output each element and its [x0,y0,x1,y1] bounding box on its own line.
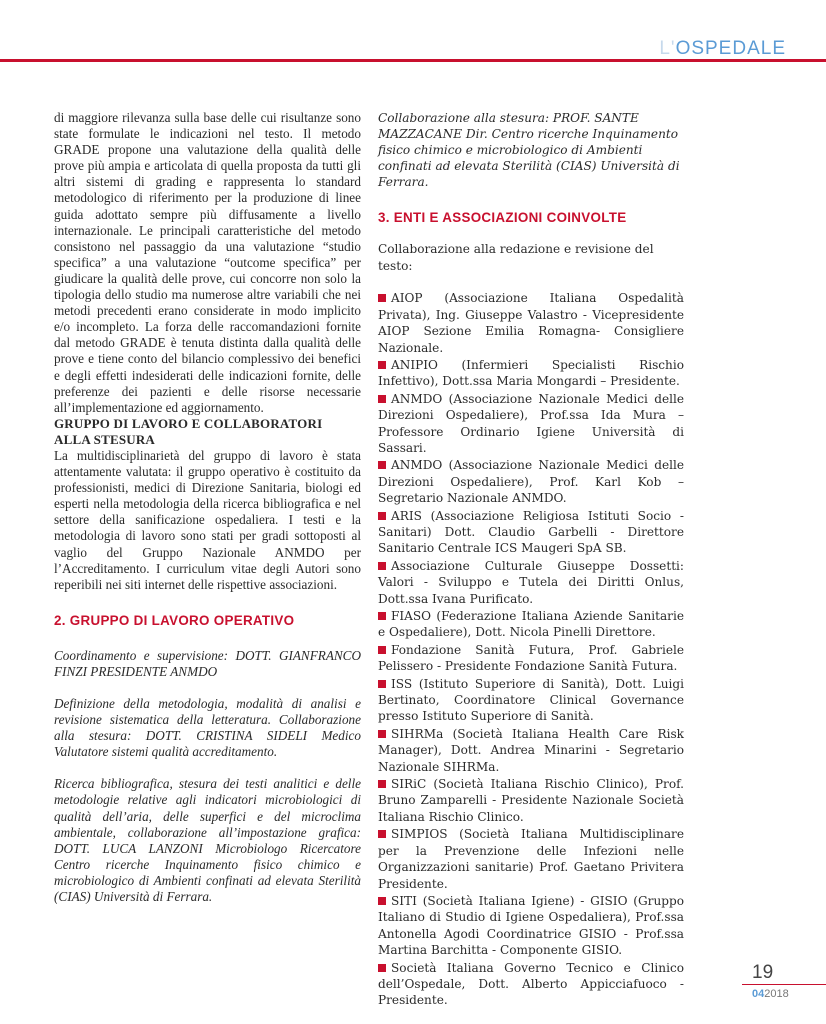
square-bullet-icon [378,830,386,838]
list-item: AIOP (Associazione Italiana Ospedalità Privata), Ing. Giuseppe Valastro - Vicepresidente AIOP Sezione Emilia Romagna- Consigliere Nazionale. [378,291,684,355]
list-item: SITI (Società Italiana Igiene) - GISIO (Gruppo Italiano di Studio di Igiene Ospedaliera), Prof.ssa Antonella Agodi Coordinatrice GISIO - Prof.ssa Martina Barchitta - Componente GISIO. [378,893,684,958]
square-bullet-icon [378,361,386,369]
square-bullet-icon [378,395,386,403]
entities-list [378,290,684,1008]
square-bullet-icon [378,780,386,788]
square-bullet-icon [378,294,386,302]
issue-number: 04 [752,988,765,1000]
list-item: Società Italiana Governo Tecnico e Clinico dell’Ospedale, Dott. Alberto Appicciafuoco - Presidente. [378,960,684,1008]
square-bullet-icon [378,646,386,654]
square-bullet-icon [378,612,386,620]
footer-rule [742,984,826,985]
section-2-title: 2. GRUPPO DI LAVORO OPERATIVO [54,612,295,628]
square-bullet-icon [378,964,386,972]
section-3-title: 3. ENTI E ASSOCIAZIONI COINVOLTE [378,210,627,226]
logo-part-2: OSPEDALE [675,38,786,59]
grade-paragraph: di maggiore rilevanza sulla base delle cui risultanze sono state formulate le indicazioni nel testo. Il metodo GRADE propone una valutazione della qualità delle prove più ampia e articolata di quella proposta da tutti gli altri sistemi di grading e rappresenta lo standard metodologico di riferimento per la produzione di linee guida adottato sempre più diffusamente a livello internazionale. Le principali caratteristiche del metodo consistono nel passaggio da una valutazione “studio specifica” a una valutazione “outcome specifica” per giudicare la qualità delle prove, cui concorre non solo la tipologia dello studio ma numerose altre variabili che nei metodi precedenti erano considerate in modo implicito e/o incompleto. La forza delle raccomandazioni fornite dal metodo GRADE è tenuta distinta dalla qualità delle prove e tiene conto del bilancio complessivo dei benefici e degli effetti indesiderati delle indicazioni fornite, delle preferenze dei pazienti e delle risorse necessarie all’implementazione ed aggiornamento. [54,110,361,415]
list-item: SIMPIOS (Società Italiana Multidisciplinare per la Prevenzione delle Infezioni nelle Organizzazioni sanitarie) Prof. Gaetano Privitera Presidente. [378,827,684,891]
square-bullet-icon [378,562,386,570]
list-item: ANMDO (Associazione Nazionale Medici delle Direzioni Ospedaliere), Prof.ssa Ida Mura – Professore Ordinario Igiene Università di Sassari. [378,391,684,455]
coordination-text: Coordinamento e supervisione: DOTT. GIANFRANCO FINZI PRESIDENTE ANMDO [54,647,361,679]
right-column [378,110,684,1010]
collaboration-text: Collaborazione alla stesura: PROF. SANTE MAZZACANE Dir. Centro ricerche Inquinamento fisico chimico e microbiologico di Ambienti confinati ad elevata Sterilità (CIAS) Università di Ferrara. [378,111,680,190]
list-item: ISS (Istituto Superiore di Sanità), Dott. Luigi Bertinato, Coordinatore Clinical Governance presso Istituto Superiore di Sanità. [378,676,684,724]
magazine-logo [659,38,786,60]
group-paragraph: La multidisciplinarietà del gruppo di lavoro è stata attentamente valutata: il gruppo operativo è costituito da professionisti, medici di Direzione Sanitaria, biologi ed esperti nella metodologia della ricerca bibliografica e nel settore della sanificazione ospedaliera. I testi e la metodologia di lavoro sono stati per gradi sottoposti al vaglio del Gruppo Nazionale ANMDO per l’Accreditamento. I curriculum vitae degli Autori sono reperibili nei siti internet delle rispettive associazioni. [54,447,361,592]
issue-label [752,988,789,1000]
research-text: Ricerca bibliografica, stesura dei testi analitici e delle metodologie relative agli indicatori microbiologici di qualità dell’aria, delle superfici e del microclima ambientale, collaborazione all’impostazione grafica: DOTT. LUCA LANZONI Microbiologo Ricercatore Centro ricerche Inquinamento fisico chimico e microbiologico di Ambienti confinati ad elevata Sterilità (CIAS) Università di Ferrara. [54,776,361,905]
methodology-text: Definizione della metodologia, modalità di analisi e revisione sistematica della letteratura. Collaborazione alla stesura: DOTT. CRISTINA SIDELI Medico Valutatore sistemi qualità accreditamento. [54,696,361,760]
list-item: ANIPIO (Infermieri Specialisti Rischio Infettivo), Dott.ssa Maria Mongardi – Presidente. [378,357,684,389]
page-number: 19 [752,962,774,983]
list-item: Associazione Culturale Giuseppe Dossetti: Valori - Sviluppo e Tutela dei Diritti Onlus, Dott.ssa Ivana Purificato. [378,558,684,606]
list-item: Fondazione Sanità Futura, Prof. Gabriele Pelissero - Presidente Fondazione Sanità Futura. [378,642,684,674]
square-bullet-icon [378,897,386,905]
issue-year: 2018 [764,988,789,1000]
list-item: ARIS (Associazione Religiosa Istituti Socio - Sanitari) Dott. Claudio Garbelli - Direttore Sanitario Centrale ICS Maugeri SpA SB. [378,508,684,556]
list-item: ANMDO (Associazione Nazionale Medici delle Direzioni Ospedaliere), Prof. Karl Kob – Segretario Nazionale ANMDO. [378,458,684,506]
list-item: SIHRMa (Società Italiana Health Care Risk Manager), Dott. Andrea Minarini - Segretario Nazionale SIHRMa. [378,726,684,774]
square-bullet-icon [378,730,386,738]
square-bullet-icon [378,512,386,520]
square-bullet-icon [378,680,386,688]
logo-part-1: L' [659,38,676,59]
list-item: FIASO (Federazione Italiana Aziende Sanitarie e Ospedaliere), Dott. Nicola Pinelli Direttore. [378,609,684,640]
entities-intro: Collaborazione alla redazione e revisione del testo: [378,242,654,273]
list-item: SIRiC (Società Italiana Rischio Clinico), Prof. Bruno Zamparelli - Presidente Nazionale Società Italiana Rischio Clinico. [378,777,684,824]
group-heading: GRUPPO DI LAVORO E COLLABORATORI ALLA STESURA [54,415,323,447]
square-bullet-icon [378,461,386,469]
left-column [54,110,361,905]
